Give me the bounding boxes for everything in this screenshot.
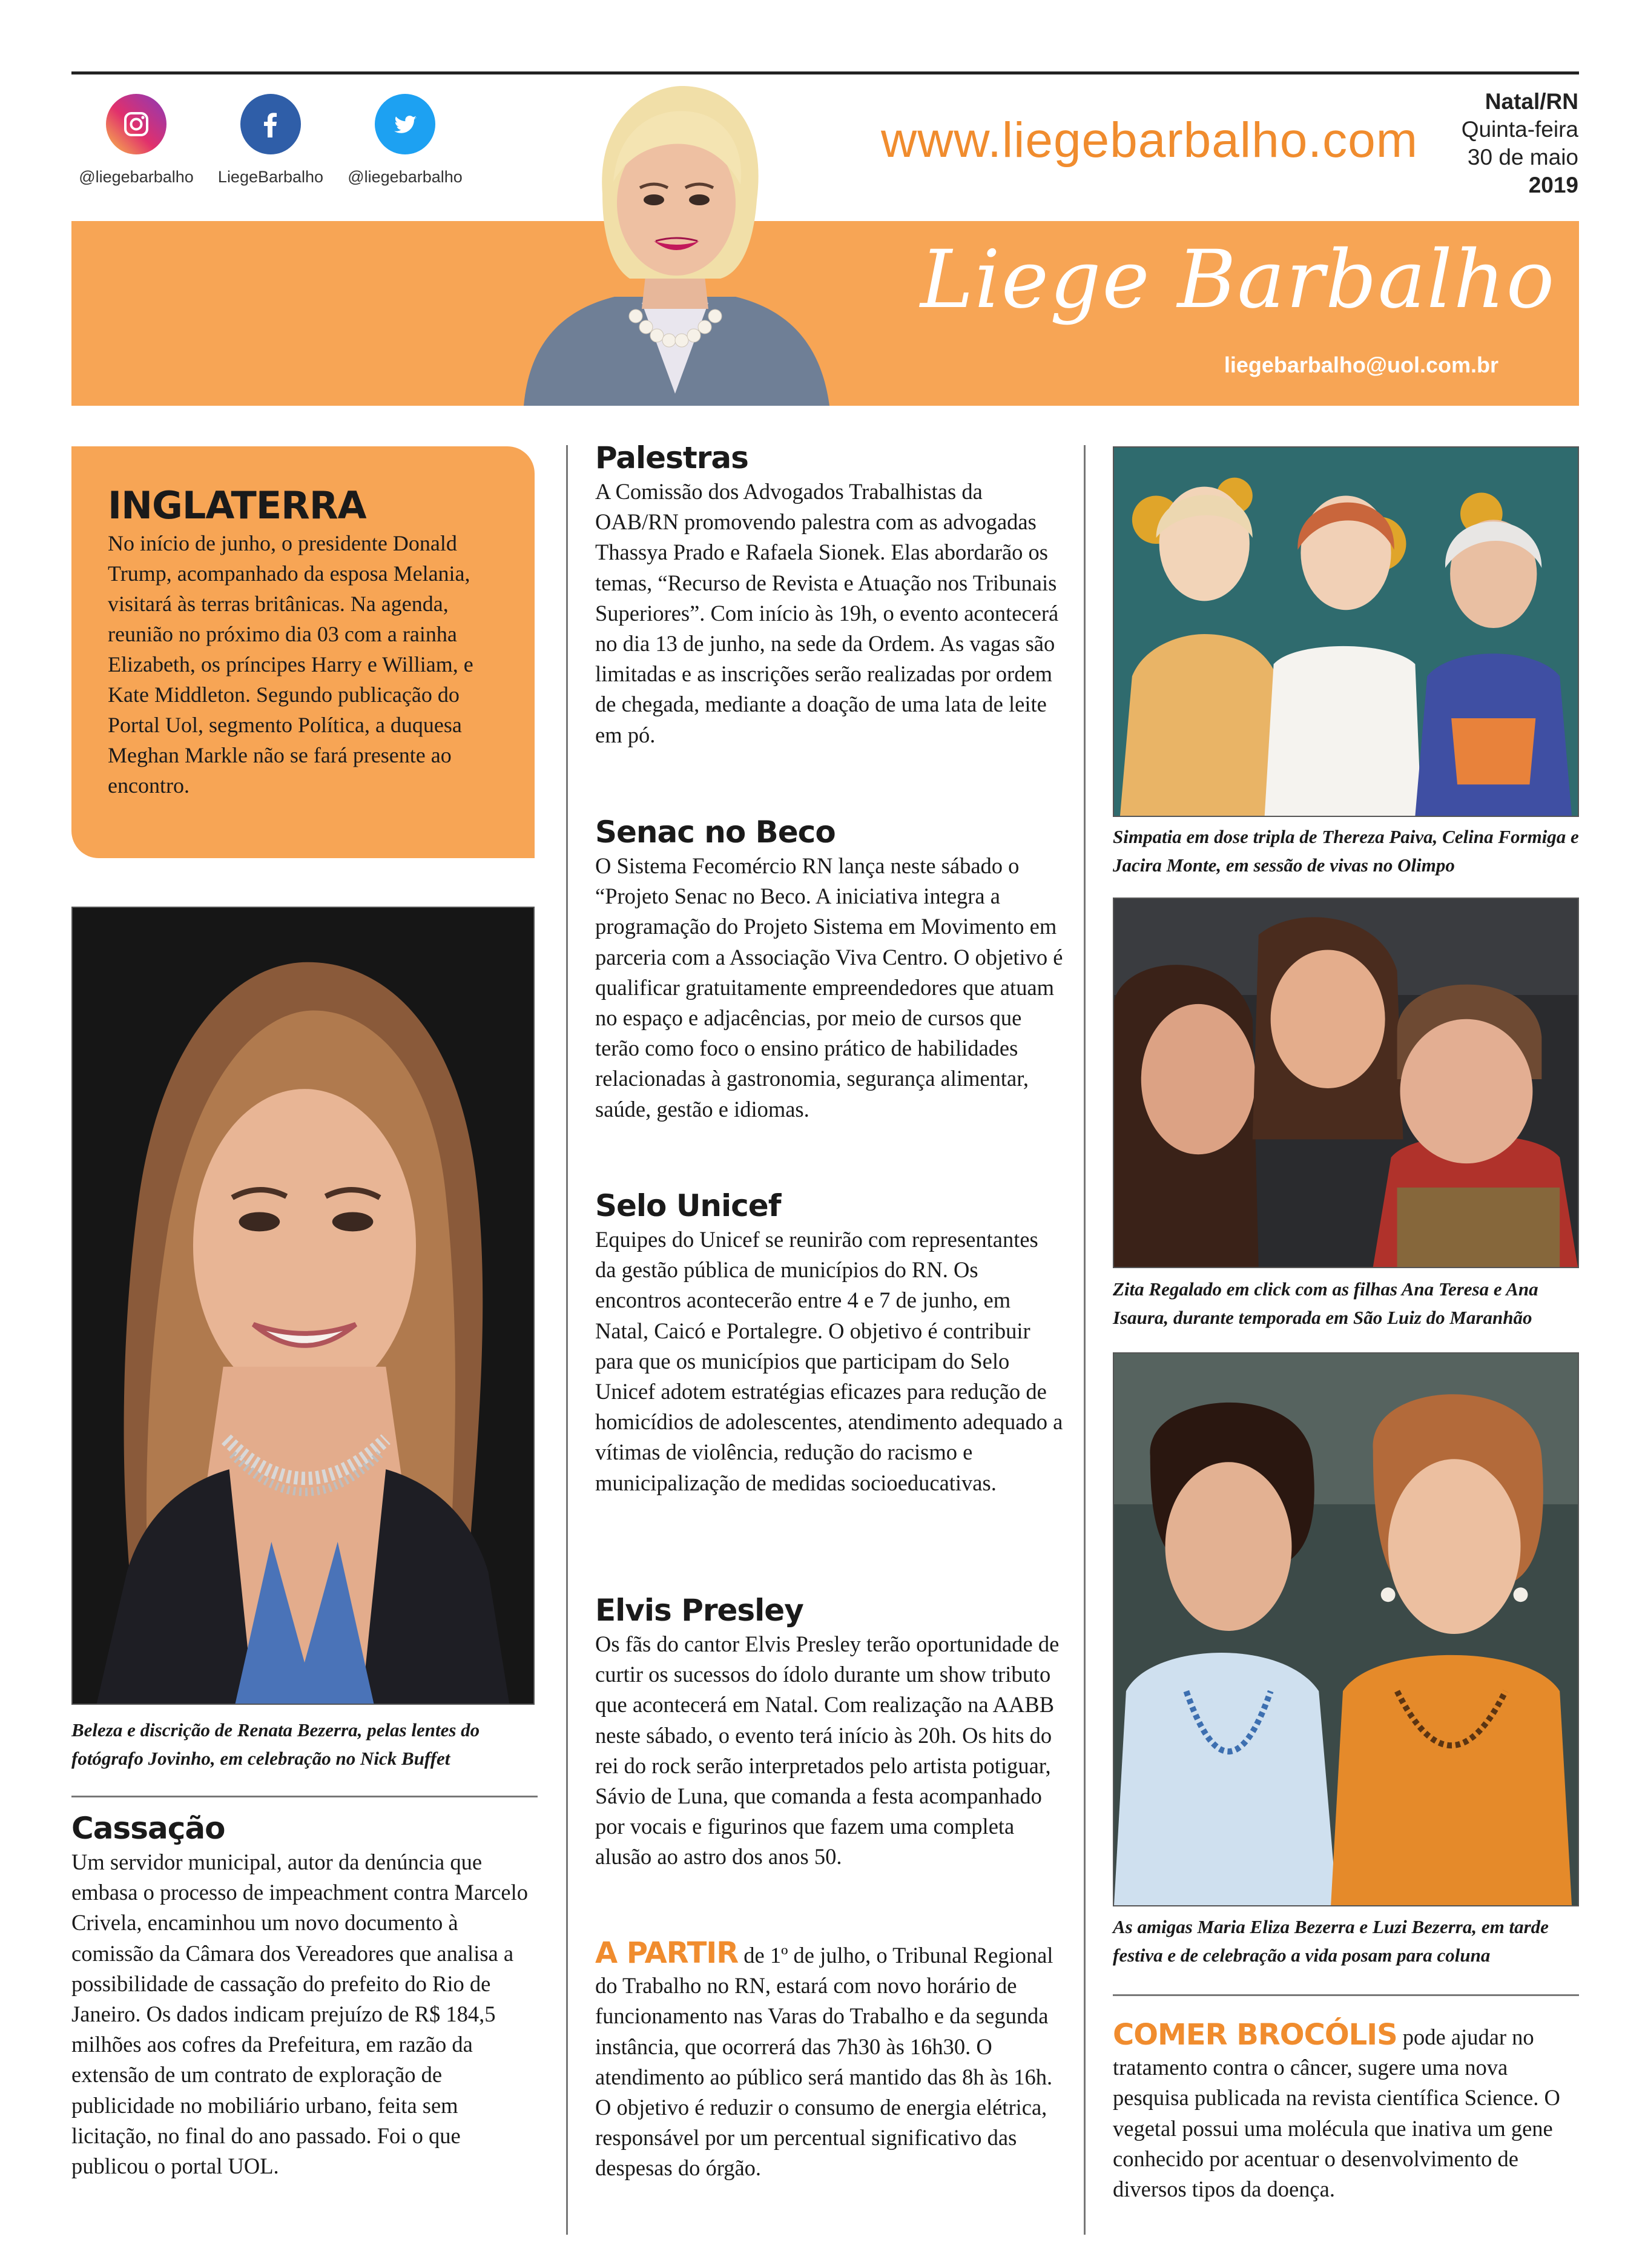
twitter-icon xyxy=(375,94,435,154)
brocolis-lead: COMER BROCÓLIS xyxy=(1113,2018,1397,2052)
instagram-icon xyxy=(106,94,166,154)
instagram-link[interactable] xyxy=(73,94,200,187)
photo-zita-regalado xyxy=(1113,898,1579,1268)
photo-1-caption: Simpatia em dose tripla de Thereza Paiva, Celina Formiga e Jacira Monte, em sessão de vivas no Olimpo xyxy=(1113,826,1579,876)
apartir-lead: A PARTIR xyxy=(595,1936,739,1970)
website-link[interactable]: www.liegebarbalho.com xyxy=(881,113,1419,168)
weekday: Quinta-feira xyxy=(1461,117,1578,142)
palestras-heading: Palestras xyxy=(595,440,748,475)
cassacao-heading: Cassação xyxy=(71,1811,225,1846)
columnist-portrait xyxy=(512,79,839,406)
palestras-text: A Comissão dos Advogados Trabalhistas da OAB/RN promovendo palestra com as advogadas Thassya Prado e Rafaela Sionek. Elas abordarão os temas, “Recurso de Revista e Atuação nos Tribunais Superiores”. Com início às 19h, o evento acontecerá no dia 13 de junho, na sede da Ordem. As vagas são limitadas e as inscrições serão realizadas por ordem de chegada, mediante a doação de uma lata de leite em pó. xyxy=(595,479,1059,747)
facebook-icon xyxy=(240,94,301,154)
instagram-handle: @liegebarbalho xyxy=(79,168,194,186)
column-divider-right xyxy=(1084,445,1086,2235)
facebook-handle: LiegeBarbalho xyxy=(217,168,324,186)
dateline xyxy=(1393,88,1578,199)
apartir-text: de 1º de julho, o Tribunal Regional do Trabalho no RN, estará com novo horário de funcionamento nas Varas do Trabalho e da segunda instância, que ocorrerá das 7h30 às 16h30. O atendimento ao público será mantido das 8h às 16h. O objetivo é reduzir o consumo de energia elétrica, responsável por um percentual significativo das despesas do órgão. xyxy=(595,1943,1053,2181)
twitter-link[interactable] xyxy=(341,94,469,187)
photo-3-caption: As amigas Maria Eliza Bezerra e Luzi Bezerra, em tarde festiva e de celebração a vida posam para coluna xyxy=(1113,1916,1549,1966)
columnist-name: Liege Barbalho xyxy=(920,233,1556,326)
column-divider-left xyxy=(566,445,568,2235)
photo-thereza-celina-jacira xyxy=(1113,446,1579,817)
photo-maria-eliza-luzi xyxy=(1113,1352,1579,1906)
brocolis-text: pode ajudar no tratamento contra o câncer, sugere uma nova pesquisa publicada na revista científica Science. O vegetal possui uma molécula que inativa um gene conhecido por acentuar o desenvolvimento de diversos tipos da doença. xyxy=(1113,2025,1560,2202)
elvis-text: Os fãs do cantor Elvis Presley terão oportunidade de curtir os sucessos do ídolo durante um show tributo que acontecerá em Natal. Com realização na AABB neste sábado, o evento terá início às 20h. Os hits do rei do rock serão interpretados pelo artista potiguar, Sávio de Luna, que comanda a festa acompanhado por vocais e figurinos que fazem uma completa alusão ao astro dos anos 50. xyxy=(595,1632,1060,1870)
section-divider-right xyxy=(1113,1994,1579,1996)
top-rule xyxy=(71,71,1579,74)
columnist-email[interactable]: liegebarbalho@uol.com.br xyxy=(1224,352,1498,377)
photo-renata-bezerra xyxy=(71,907,535,1705)
section-divider xyxy=(71,1796,538,1797)
cassacao-text: Um servidor municipal, autor da denúncia que embasa o processo de impeachment contra Marcelo Crivela, encaminhou um novo documento à comissão da Câmara dos Vereadores que analisa a possibilidade de cassação do prefeito do Rio de Janeiro. Os dados indicam prejuízo de R$ 184,5 milhões aos cofres da Prefeitura, em razão da extensão de um contrato de exploração de publicidade no mobiliário urbano, feita sem licitação, no final do ano passado. Foi o que publicou o portal UOL. xyxy=(71,1850,529,2179)
photo-renata-caption: Beleza e discrição de Renata Bezerra, pelas lentes do fotógrafo Jovinho, em celebração no Nick Buffet xyxy=(71,1719,480,1769)
senac-heading: Senac no Beco xyxy=(595,815,836,850)
senac-text: O Sistema Fecomércio RN lança neste sábado o “Projeto Senac no Beco. A iniciativa integra a programação do Projeto Sistema em Movimento em parceria com a Associação Viva Centro. O objetivo é qualificar gratuitamente empreendedores que atuam no espaço e adjacências, por meio de cursos que terão como foco o ensino prático de habilidades relacionadas à gastronomia, segurança alimentar, saúde, gestão e idiomas. xyxy=(595,853,1063,1122)
apartir-block xyxy=(595,1938,1064,2184)
selo-heading: Selo Unicef xyxy=(595,1188,781,1223)
date: 30 de maio xyxy=(1467,145,1578,170)
inglaterra-text: No início de junho, o presidente Donald Trump, acompanhado da esposa Melania, visitará às terras britânicas. Na agenda, reunião no próximo dia 03 com a rainha Elizabeth, os príncipes Harry e William, e Kate Middleton. Segundo publicação do Portal Uol, segmento Política, a duquesa Meghan Markle não se fará presente ao encontro. xyxy=(108,531,473,798)
selo-text: Equipes do Unicef se reunirão com representantes da gestão pública de municípios do RN. Os encontros acontecerão entre 4 e 7 de junho, em Natal, Caicó e Portalegre. O objetivo é contribuir para que os municípios que participam do Selo Unicef adotem estratégias eficazes para redução de homicídios de adolescentes, atendimento adequado a vítimas de violência, redução do racismo e municipalização de medidas socioeducativas. xyxy=(595,1227,1063,1495)
brocolis-block xyxy=(1113,2020,1582,2204)
facebook-link[interactable] xyxy=(207,94,334,187)
twitter-handle: @liegebarbalho xyxy=(348,168,463,186)
year: 2019 xyxy=(1528,173,1578,197)
elvis-heading: Elvis Presley xyxy=(595,1593,803,1628)
inglaterra-heading: INGLATERRA xyxy=(108,483,366,527)
city: Natal/RN xyxy=(1485,89,1578,114)
photo-2-caption: Zita Regalado em click com as filhas Ana Teresa e Ana Isaura, durante temporada em São Luiz do Maranhão xyxy=(1113,1278,1538,1328)
